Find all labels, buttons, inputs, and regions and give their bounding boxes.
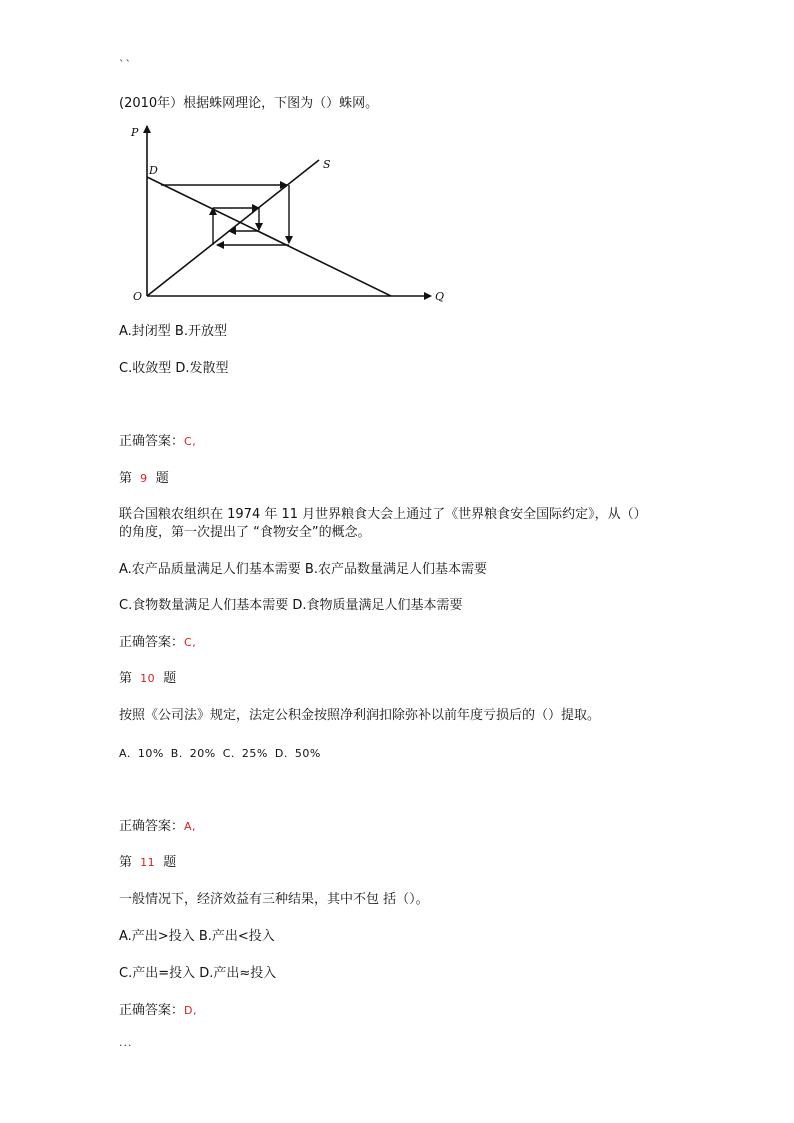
origin-label: O bbox=[133, 290, 143, 303]
question-number: 9 bbox=[140, 472, 148, 485]
answer-value: A, bbox=[184, 820, 197, 833]
answer-label: 正确答案： bbox=[119, 635, 185, 650]
q9-stem-line1: 联合国粮农组织在 1974 年 11 月世界粮食大会上通过了《世界粮食安全国际约定》，从（） bbox=[119, 507, 647, 522]
title-prefix: 第 bbox=[119, 671, 133, 686]
q11-options-ab: A.产出>投入 B.产出<投入 bbox=[119, 929, 275, 944]
title-suffix: 题 bbox=[163, 855, 177, 870]
q9-options-ab: A.农产品质量满足人们基本需要 B.农产品数量满足人们基本需要 bbox=[119, 562, 487, 577]
q10-answer bbox=[119, 818, 196, 836]
question-number: 11 bbox=[140, 856, 156, 869]
q8-options-cd: C.收敛型 D.发散型 bbox=[119, 361, 229, 376]
demand-curve bbox=[147, 177, 391, 296]
title-suffix: 题 bbox=[163, 671, 177, 686]
answer-value: C, bbox=[184, 435, 197, 448]
p-axis-label: P bbox=[131, 126, 139, 139]
top-mark: `` bbox=[119, 58, 132, 71]
q9-options-cd: C.食物数量满足人们基本需要 D.食物质量满足人们基本需要 bbox=[119, 598, 463, 613]
cobweb-figure bbox=[119, 120, 459, 310]
q11-stem: 一般情况下，经济效益有三种结果，其中不包 括（）。 bbox=[119, 892, 429, 907]
q-axis-label: Q bbox=[435, 290, 445, 303]
q11-options-cd: C.产出=投入 D.产出≈投入 bbox=[119, 966, 277, 981]
title-prefix: 第 bbox=[119, 855, 133, 870]
q8-options-ab: A.封闭型 B.开放型 bbox=[119, 324, 227, 339]
q9-answer bbox=[119, 634, 196, 652]
q11-title bbox=[119, 854, 176, 872]
q8-answer bbox=[119, 433, 196, 451]
bottom-mark: ... bbox=[119, 1036, 133, 1049]
supply-label: S bbox=[323, 158, 331, 171]
q10-stem: 按照《公司法》规定，法定公积金按照净利润扣除弥补以前年度亏损后的（）提取。 bbox=[119, 708, 601, 723]
title-suffix: 题 bbox=[155, 471, 169, 486]
answer-value: D, bbox=[184, 1004, 197, 1017]
q9-title bbox=[119, 470, 169, 488]
question-number: 10 bbox=[140, 672, 156, 685]
supply-curve bbox=[147, 160, 319, 296]
answer-label: 正确答案： bbox=[119, 819, 185, 834]
title-prefix: 第 bbox=[119, 471, 133, 486]
q10-title bbox=[119, 670, 176, 688]
answer-value: C, bbox=[184, 636, 197, 649]
answer-label: 正确答案： bbox=[119, 434, 185, 449]
q9-stem-line2: 的角度，第一次提出了 “食物安全”的概念。 bbox=[119, 525, 371, 540]
q11-answer bbox=[119, 1002, 197, 1020]
demand-label: D bbox=[149, 164, 158, 177]
q8-stem: (2010年）根据蛛网理论，下图为（）蛛网。 bbox=[119, 96, 379, 111]
answer-label: 正确答案： bbox=[119, 1003, 185, 1018]
q10-options: A. 10% B. 20% C. 25% D. 50% bbox=[119, 747, 321, 760]
